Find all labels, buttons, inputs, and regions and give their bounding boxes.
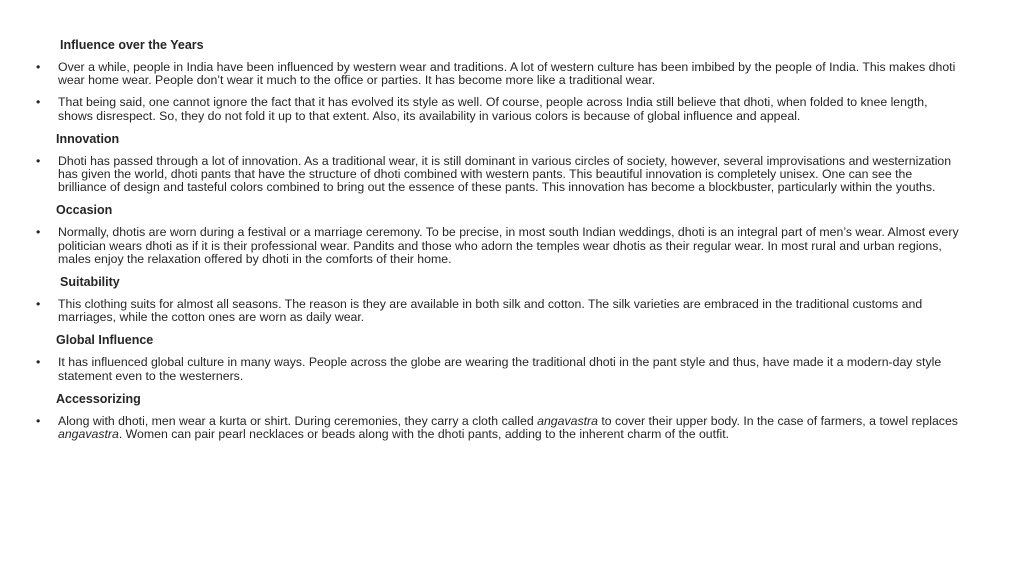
bullet-text: This clothing suits for almost all seasons. The reason is they are available in both silk and cotton. The silk varieties are embraced in the traditional customs and marriages, while the cotton ones are worn as daily wear. — [58, 297, 923, 325]
bullet-text: That being said, one cannot ignore the fact that it has evolved its style as well. Of course, people across India still believe that dhoti, when folded to knee length, shows disrespect. So, they do not fold it up to that extent. Also, its availability in various colors is because of global influence and appeal. — [58, 95, 928, 123]
section-heading-suitability: Suitability — [60, 275, 120, 290]
bullet-icon: • — [36, 95, 41, 110]
bullet-text: It has influenced global culture in many ways. People across the globe are wearing the traditional dhoti in the pant style and thus, have made it a modern-day style statement even to the westerners. — [58, 355, 942, 383]
italic-term: angavastra — [58, 427, 119, 442]
italic-term: angavastra — [537, 413, 598, 428]
bullet-icon: • — [36, 225, 41, 240]
text-run: to cover their upper body. In the case of farmers, a towel replaces — [597, 413, 958, 428]
bullet-item — [36, 298, 964, 324]
bullet-icon: • — [36, 355, 41, 370]
section-heading-influence: Influence over the Years — [60, 38, 204, 52]
bullet-item — [36, 415, 964, 441]
bullet-text: Dhoti has passed through a lot of innovation. As a traditional wear, it is still dominant in various circles of society, however, several improvisations and westernization has given the world, dhoti pants that have the structure of dhoti combined with western pants. This beautiful innovation is completely unisex. One can see the brilliance of design and tasteful colors combined to bring out the essence of these pants. This innovation has become a blockbuster, particularly within the youths. — [58, 153, 952, 195]
bullet-text: Normally, dhotis are worn during a festival or a marriage ceremony. To be precise, in most south Indian weddings, dhoti is an integral part of men’s wear. Almost every politician wears dhoti as if it is their professional wear. Pandits and those who adorn the temples wear dhotis as their regular wear. In most rural and urban regions, males enjoy the relaxation offered by dhoti in the comforts of their home. — [58, 225, 959, 266]
section-heading-innovation: Innovation — [56, 131, 120, 146]
text-run: . Women can pair pearl necklaces or beads along with the dhoti pants, adding to the inherent charm of the outfit. — [118, 427, 730, 442]
bullet-item — [36, 226, 964, 266]
bullet-text: Over a while, people in India have been influenced by western wear and traditions. A lot of western culture has been imbibed by the people of India. This makes dhoti wear home wear. People don’t wear it much to the office or parties. It has become more like a traditional wear. — [58, 60, 956, 88]
bullet-item — [36, 155, 964, 195]
bullet-icon: • — [36, 153, 41, 168]
bullet-icon: • — [36, 60, 41, 74]
section-heading-accessorizing: Accessorizing — [56, 391, 141, 406]
text-run: Along with dhoti, men wear a kurta or shirt. During ceremonies, they carry a cloth called — [58, 413, 538, 428]
section-heading-occasion: Occasion — [56, 203, 113, 218]
bullet-item — [36, 356, 964, 382]
bullet-icon: • — [36, 297, 41, 312]
bullet-text — [58, 414, 958, 441]
bullet-icon: • — [36, 413, 41, 428]
section-heading-global-influence: Global Influence — [56, 333, 154, 348]
bullet-item — [36, 61, 964, 87]
bullet-item — [36, 96, 964, 122]
